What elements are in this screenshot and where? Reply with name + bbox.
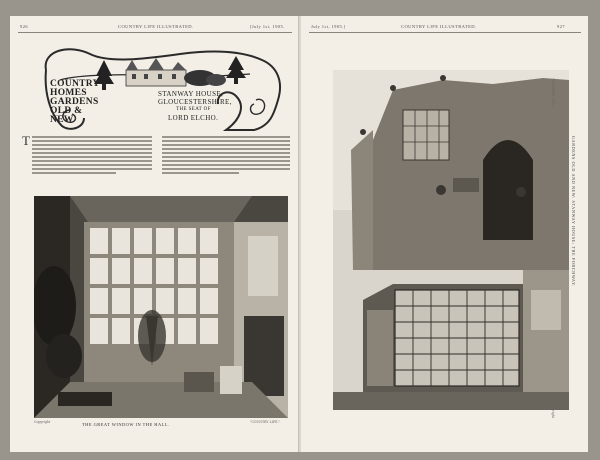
- drop-cap: T: [22, 133, 30, 148]
- left-page: [10, 16, 299, 452]
- series-title-line: GARDENS: [50, 97, 99, 107]
- house-heading: [158, 90, 232, 122]
- side-photo-caption: GARDENS OLD AND NEW: STANWAY HOUSE: THE PORCHWAY.: [571, 136, 576, 287]
- right-page: [301, 16, 588, 452]
- left-running-head: COUNTRY LIFE ILLUSTRATED.: [118, 24, 194, 29]
- owner-name: LORD ELCHO.: [168, 114, 219, 122]
- series-title: [50, 80, 100, 125]
- right-page-number: 927: [557, 24, 566, 29]
- photo-caption: THE GREAT WINDOW IN THE HALL.: [82, 422, 170, 427]
- house-name: STANWAY HOUSE,: [158, 90, 224, 98]
- seat-of-label: THE SEAT OF: [176, 107, 211, 112]
- photo-credit-right: "COUNTRY LIFE.": [250, 420, 280, 424]
- article-text-column-2: [162, 136, 290, 176]
- magazine-spread: [10, 16, 588, 452]
- right-running-head: COUNTRY LIFE ILLUSTRATED.: [401, 24, 477, 29]
- photo-credit-bottom: Copyright: [551, 402, 555, 419]
- photo-credit-top: "COUNTRY LIFE.": [551, 78, 555, 108]
- series-title-line: COUNTRY: [50, 79, 100, 89]
- series-title-line: OLD & NEW: [50, 106, 83, 125]
- series-title-line: HOMES: [50, 88, 87, 98]
- article-text-column-1: [32, 136, 152, 176]
- left-date: [July 1st, 1905.: [250, 24, 285, 29]
- photo-credit-left: Copyright: [34, 420, 51, 424]
- porchway-photo: [333, 70, 569, 410]
- house-county: GLOUCESTERSHIRE,: [158, 98, 232, 106]
- great-window-photo: [34, 196, 288, 418]
- left-page-number: 926: [20, 24, 29, 29]
- right-date: July 1st, 1905.]: [311, 24, 346, 29]
- header-rule: [309, 32, 581, 33]
- header-rule: [18, 32, 292, 33]
